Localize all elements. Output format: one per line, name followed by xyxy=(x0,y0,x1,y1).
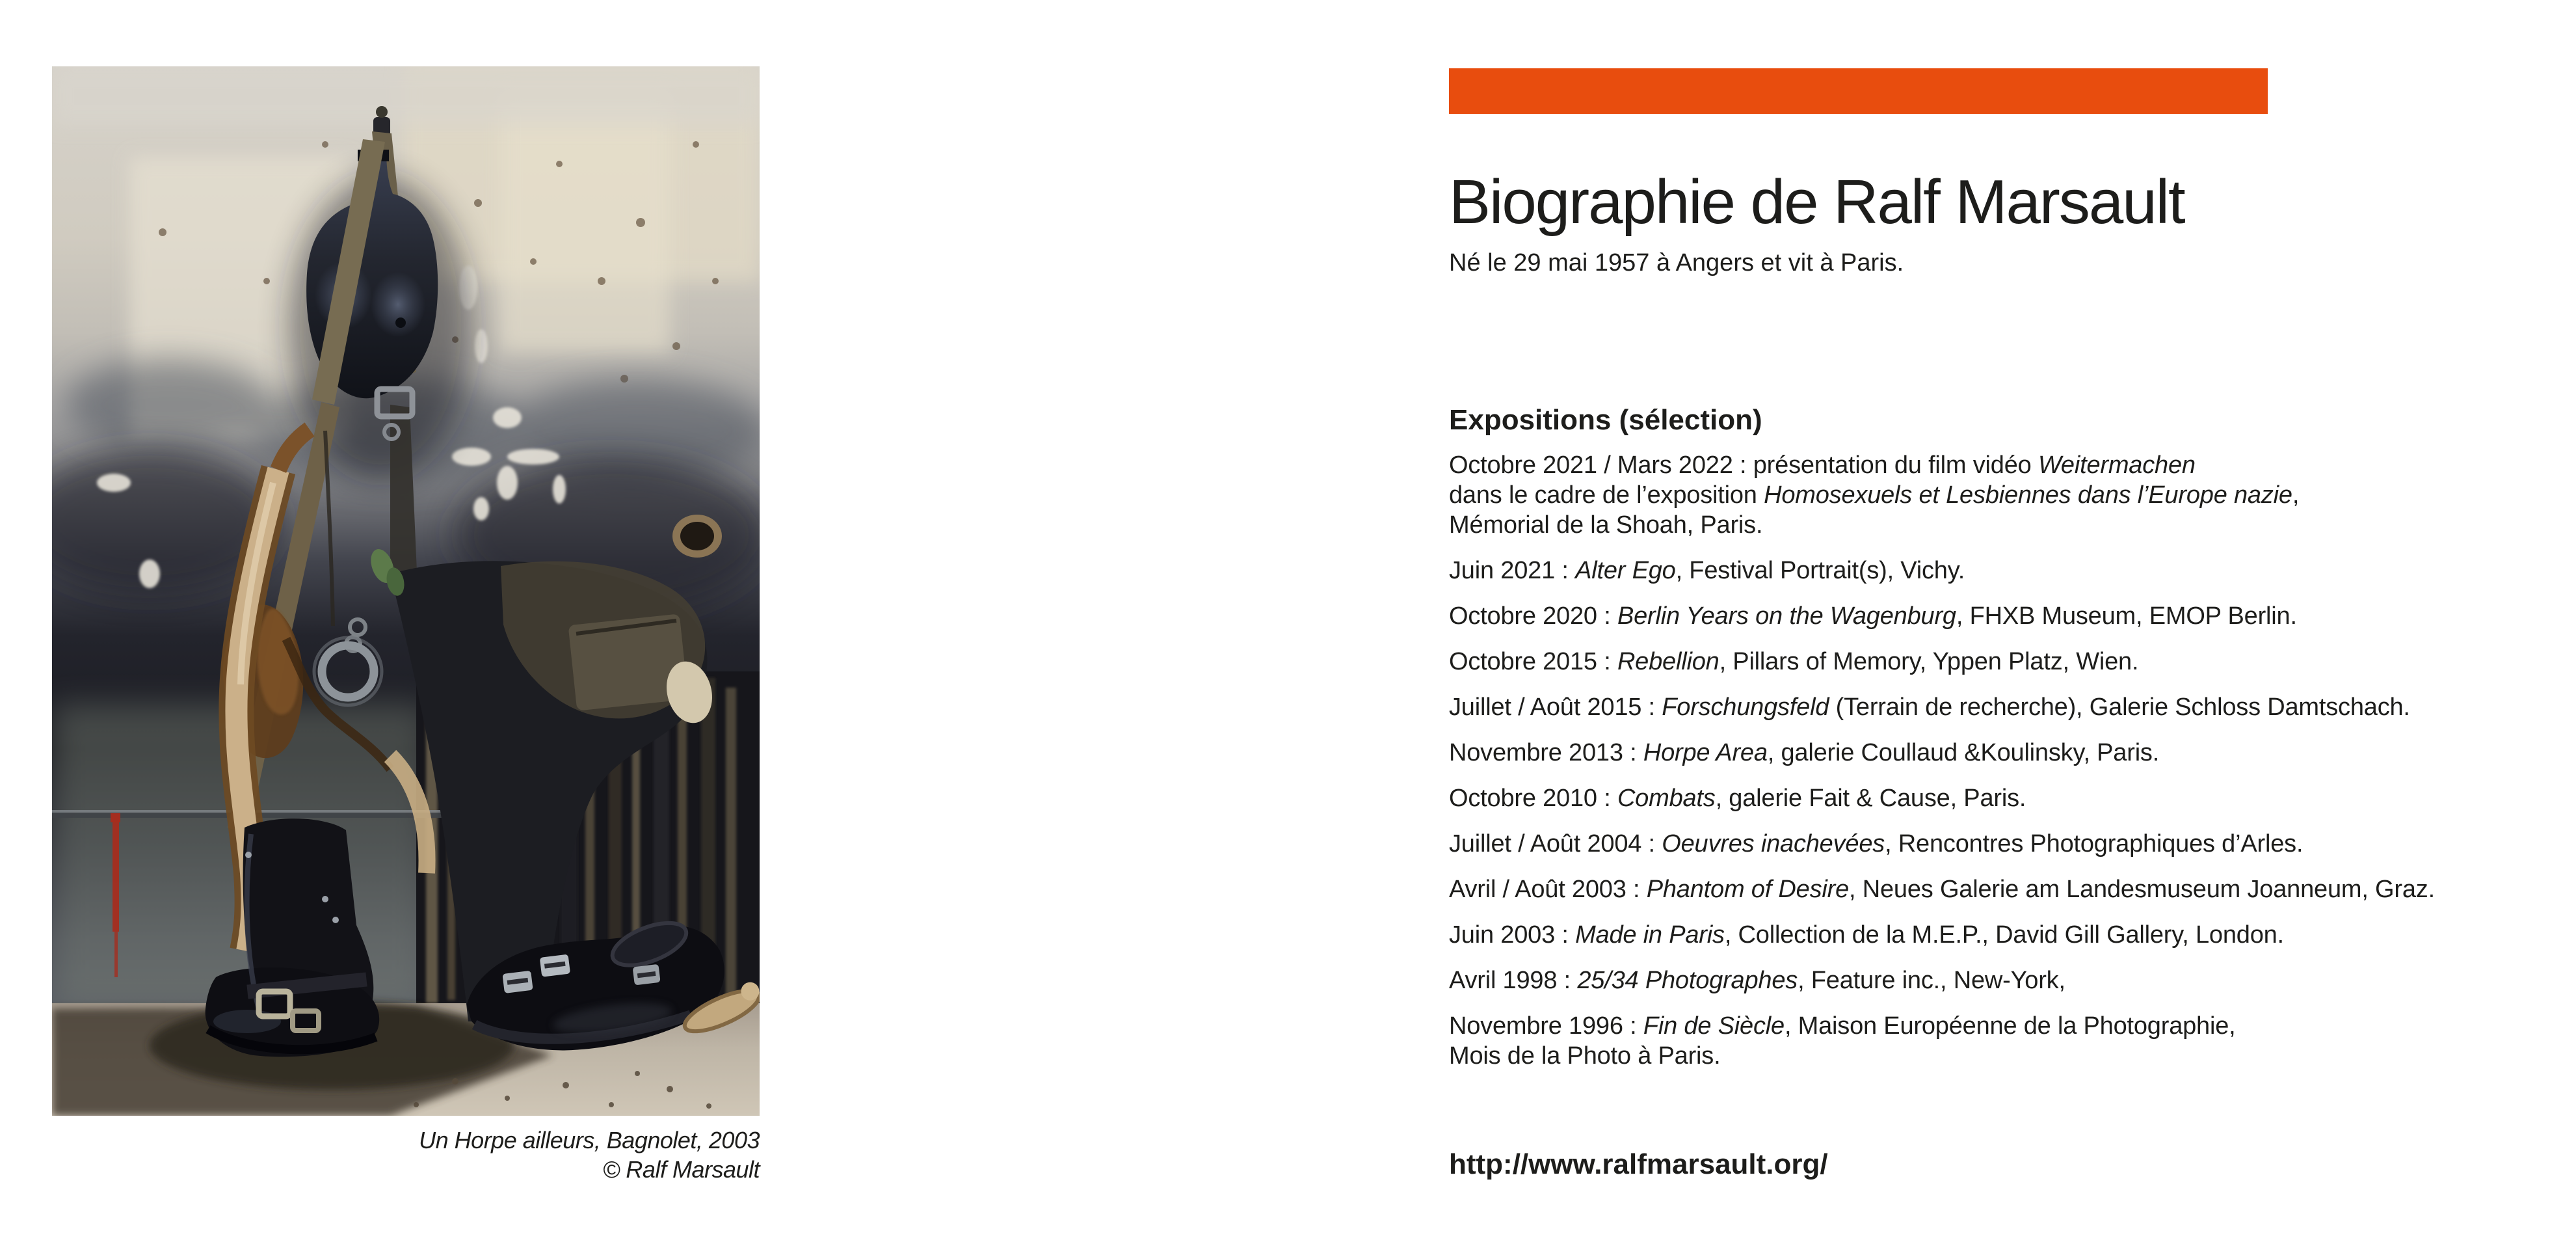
exposition-entry: Novembre 1996 : Fin de Siècle, Maison Européenne de la Photographie, Mois de la Photo à Paris. xyxy=(1449,1012,2236,1070)
photo-figure xyxy=(52,66,760,1116)
exposition-entry: Juillet / Août 2015 : Forschungsfeld (Terrain de recherche), Galerie Schloss Damtschach. xyxy=(1449,694,2410,721)
photo-image xyxy=(52,66,760,1116)
exposition-entry: Avril / Août 2003 : Phantom of Desire, Neues Galerie am Landesmuseum Joanneum, Graz. xyxy=(1449,876,2435,903)
website-link[interactable]: http://www.ralfmarsault.org/ xyxy=(1449,1148,1828,1180)
exposition-entry: Octobre 2021 / Mars 2022 : présentation du film vidéo Weitermachen dans le cadre de l’exposition Homosexuels et Lesbiennes dans l’Europe nazie, Mémorial de la Shoah, Paris. xyxy=(1449,452,2300,539)
exposition-entry: Juillet / Août 2004 : Oeuvres inachevées, Rencontres Photographiques d’Arles. xyxy=(1449,830,2304,857)
exposition-entry: Novembre 2013 : Horpe Area, galerie Coullaud &Koulinsky, Paris. xyxy=(1449,739,2160,766)
photo-caption xyxy=(52,1126,760,1184)
section-heading-expositions: Expositions (sélection) xyxy=(1449,404,1762,436)
expositions-list xyxy=(1449,450,2555,1086)
exposition-entry: Octobre 2015 : Rebellion, Pillars of Memory, Yppen Platz, Wien. xyxy=(1449,648,2139,675)
exposition-entry: Octobre 2020 : Berlin Years on the Wagenburg, FHXB Museum, EMOP Berlin. xyxy=(1449,602,2297,630)
page-subtitle: Né le 29 mai 1957 à Angers et vit à Paris. xyxy=(1449,249,1904,277)
page-title: Biographie de Ralf Marsault xyxy=(1449,167,2184,237)
caption-line-title: Un Horpe ailleurs, Bagnolet, 2003 xyxy=(419,1127,760,1154)
caption-line-credit: © Ralf Marsault xyxy=(602,1156,760,1183)
exposition-entry: Juin 2003 : Made in Paris, Collection de la M.E.P., David Gill Gallery, London. xyxy=(1449,921,2284,949)
exposition-entry: Octobre 2010 : Combats, galerie Fait & Cause, Paris. xyxy=(1449,785,2026,812)
exposition-entry: Juin 2021 : Alter Ego, Festival Portrait(s), Vichy. xyxy=(1449,557,1965,584)
accent-bar xyxy=(1449,68,2268,114)
exposition-entry: Avril 1998 : 25/34 Photographes, Feature inc., New-York, xyxy=(1449,967,2065,994)
